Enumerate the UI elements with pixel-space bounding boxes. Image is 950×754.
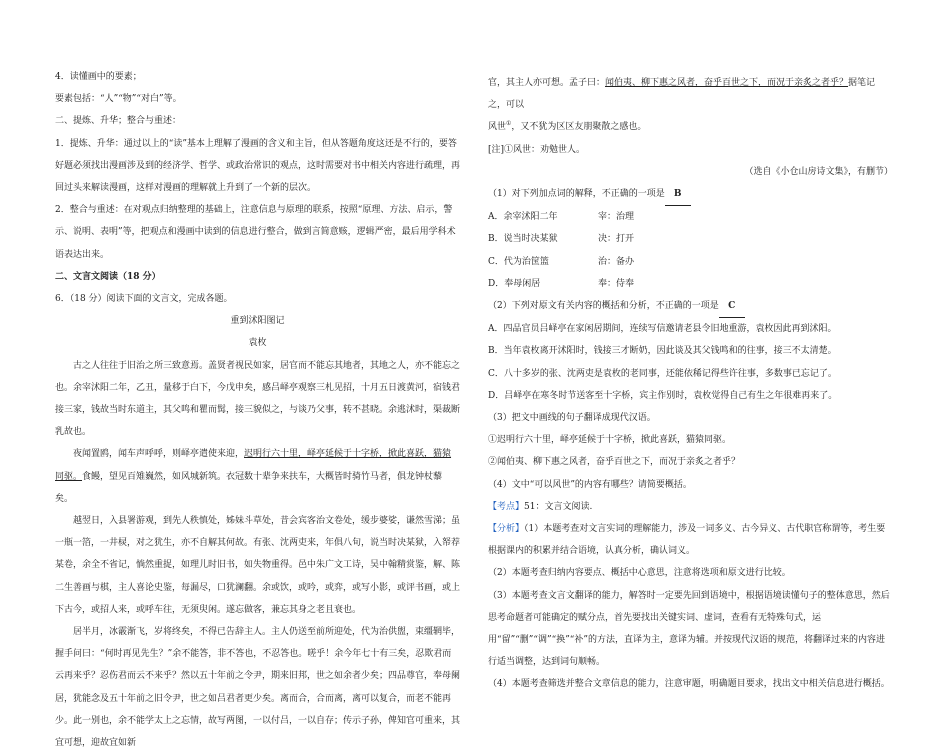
section-heading: 二、文言文阅读（18 分） (55, 271, 161, 282)
question-text: （2）下列对原文有关内容的概括和分析，不正确的一项是 (488, 301, 719, 312)
question (488, 295, 893, 318)
analysis-paragraph: （2）本题考查归纳内容要点、概括中心意思，注意将选项和原文进行比较。 (488, 568, 791, 579)
passage-paragraph (55, 443, 460, 510)
question: （4）文中“可以风世”的内容有哪些？请简要概括。 (488, 479, 692, 490)
text-paragraph: 1．提炼、升华：通过以上的“读”基本上理解了漫画的含义和主旨，但从答题角度这还是不行的，要答好题必须找出漫画涉及到的经济学、哲学、或政治常识的观点，这时需要对书中相关内容进行疏理，再回过头来解读漫画，这样对漫画的理解就上升到了一个新的层次。 (55, 138, 461, 194)
option-row: B．当年袁枚离开沭阳时，钱接三才断奶，因此谈及其父钱鸣和的往事，接三不太清楚。 (488, 346, 837, 357)
option-text: A．余宰沭阳二年 (488, 212, 558, 223)
question: （3）把文中画线的句子翻译成现代汉语。 (488, 413, 656, 424)
option-row: A．四品官员吕峄亭在家闲居期间，连续写信邀请老县令旧地重游，袁枚因此再到沭阳。 (488, 324, 837, 335)
sub-question: ②闻伯夷、柳下惠之风者，奋乎百世之下，而况于亲炙之者乎？ (488, 457, 741, 468)
passage-continued (488, 116, 893, 138)
text-line: 要素包括：“人”“物”“对白”等。 (55, 94, 182, 105)
tag-text: 51：文言文阅读. (524, 501, 593, 512)
option-text: C．代为治筐篮 (488, 256, 549, 267)
option-gloss: 治：备办 (598, 256, 635, 267)
option-gloss: 决：打开 (598, 234, 635, 245)
answer-blank: B (665, 183, 691, 206)
question-text: （1）对下列加点词的解释，不正确的一项是 (488, 189, 665, 200)
option-text: B．说当时决某狱 (488, 234, 558, 245)
text-span: 官，其主人亦可想。孟子曰： (488, 78, 606, 88)
passage-paragraph: 古之人往往于旧治之所三致意焉。盖贤者视民如家，居官而不能忘其地者，其地之人，亦不能忘之也。余宰沭阳二年，乙丑，量移于白下，今戊申矣，感吕峄亭观察三札见招，十月五日渡黄河，宿钱君接三家，钱故当时东道主，其父鸣和瞿而髯，接三貌似之，与谈乃父事，转不甚晓。余逃沭时，渠裁断乳故也。 (55, 360, 461, 438)
text-paragraph: 2．整合与重述：在对观点归纳整理的基础上，注意信息与原理的联系，按照“原理、方法、启示，警示、说明、表明”等，把观点和漫画中读到的信息进行整合，做到言简意赅，逻辑严密，最后用学科术语表达出来。 (55, 205, 456, 260)
text-span: 据笔记之，可以 (488, 78, 876, 111)
footnote-mark: ① (506, 120, 512, 128)
text-span: 夜闻置鸥，闻车声呼呼，则峄亭遣使来迎， (73, 449, 245, 460)
right-column (488, 72, 893, 696)
analysis-paragraph (488, 518, 893, 562)
sub-question: ①迟明行六十里，峄亭延候于十字桥，掀此喜跃，猫猿同驱。 (488, 435, 732, 446)
option-gloss: 宰：治理 (598, 212, 635, 223)
text-line: 二、提炼、升华；整合与重述： (55, 116, 182, 127)
passage-continued (488, 72, 893, 116)
tag-label: 【考点】 (488, 501, 525, 512)
option-text: D．奉母闲居 (488, 278, 541, 289)
passage-paragraph: 居半月，冰霰渐飞，岁将终矣，不得已告辞主人。主人仍送至前所迎处，代为治供盥，束缰辋毕，握手问曰：“何时再见先生？”余不能答，非不答也，不忍答也。嗟乎！余今年七十有三矣，忍欺君而云再来乎？忍伤君而云不来乎？然以五十年前之令尹，期来旧邦，世之如余者少矣；四品尊官，奉母阑居，犹能念及五十年前之旧令尹，世之如吕君者更少矣。离而合，合而离，离可以复合，而老不能再少。此一别也，余不能学太上之忘情，故写两图，一以付吕，一以自存；传示子孙，俾知官可重来，其宜可想，迎故宜如新 (55, 627, 461, 749)
source-note: （选自《小仓山房诗文集》，有删节） (744, 166, 893, 177)
text-span: ，又不犹为区区友朋聚散之感也。 (511, 122, 647, 133)
option-row: D．吕峄亭在寒冬时节送客至十字桥，宾主作别时，袁枚觉得自己有生之年很难再来了。 (488, 390, 838, 401)
underlined-sentence: 迟明行六十里，峄亭延候于十字桥，掀此喜跃，猫猿同驱。 (55, 449, 452, 482)
text-span: 食鳗，望见百雉巍然，如风城新筑。衣冠数十辈争来扶车，大概皆时骑竹马者，俱龙钟杖藜矣。 (55, 471, 443, 504)
text-line: 4．读懂画中的要素； (55, 72, 142, 82)
option-gloss: 奉：侍奉 (598, 278, 635, 289)
text-span: 风世 (488, 122, 507, 133)
option-row (488, 273, 893, 295)
question (488, 183, 893, 206)
knowledge-point (488, 496, 893, 518)
passage-paragraph: 越翌日，入县署游观，到先人秩慎处，姊妹斗草处，昔会宾客治文卷处，缓步婆娑，谦然雪涕；虽一瓶一箔，一井棂，对之犹生，亦不自解其何故。有张、沈两吏来，年俱八旬，说当时决某狱，入帑荐某卷，余全不省记，惝然重捉，如理儿时旧书，如失物重得。邑中朱广文工诗，吴中翰精赏鉴，解、陈二生善画与棋，主人喜论史鉴，每漏尽，口犹澜翻。余或饮，或吟，或弈，或写小影，或评书画，或上下古今，或招人来，或呼车往，无须臾闲。遂忘做客，兼忘其身之老且衰也。 (55, 516, 461, 615)
tag-label: 【分析】 (488, 524, 525, 535)
passage-author: 袁枚 (248, 338, 267, 349)
tag-text: （1）本题考查对文言实词的理解能力，涉及一词多义、古今异义、古代职官称谓等，考生要根据课内的积累并结合语境，认真分析，确认词义。 (488, 524, 886, 557)
analysis-paragraph: （3）本题考查文言文翻译的能力，解答时一定要先回到语境中，根据语境读懂句子的整体意思，然后思考命题者可能确定的赋分点，首先要找出关键实词、虚词，查看有无特殊句式，运用“留”“删”“调”“换”“补”的方法，直译为主，意译为辅。并按现代汉语的规范，将翻译过来的内容进行适当调整，达到词句顺畅。 (488, 590, 890, 668)
option-row: C．八十多岁的张、沈两吏是袁枚的老同事，还能依稀记得些许往事，多数事已忘记了。 (488, 368, 837, 379)
answer-blank: C (719, 295, 745, 318)
footnote: [注]①风世：劝勉世人。 (488, 144, 586, 155)
analysis-paragraph: （4）本题考查筛选并整合文章信息的能力，注意审题，明确题目要求，找出文中相关信息进行概括。 (488, 679, 890, 690)
question-stem: 6．（18 分）阅读下面的文言文，完成各题。 (55, 294, 233, 305)
underlined-sentence: 闻伯夷、柳下惠之风者，奋乎百世之下，而况于亲炙之者乎？ (605, 78, 849, 88)
passage-title: 重到沭阳图记 (230, 316, 285, 327)
left-column (55, 66, 460, 754)
option-row (488, 228, 893, 250)
option-row (488, 251, 893, 273)
option-row (488, 206, 893, 228)
